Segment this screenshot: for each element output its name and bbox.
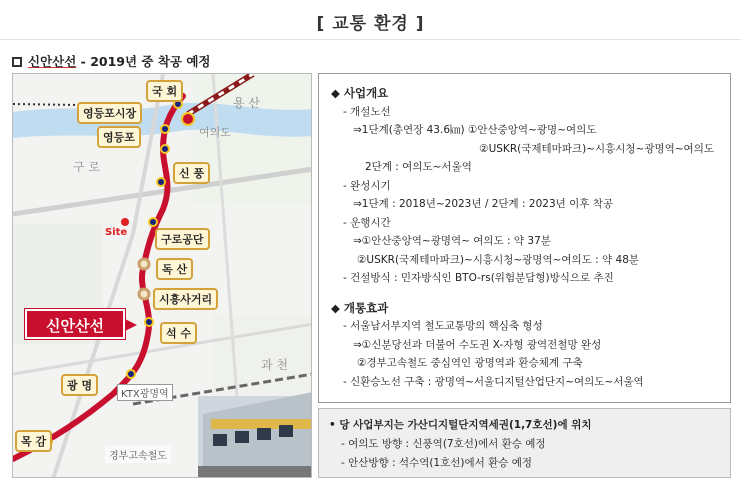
station-gukhoe: 국 회: [146, 80, 183, 102]
station-guro-digital: 구로공단: [155, 228, 210, 250]
square-bullet-icon: [12, 57, 22, 67]
summary-line-2: - 여의도 방향 : 신풍역(7호선)에서 환승 예정: [341, 438, 546, 450]
phase2-route: 2단계 : 여의도~서울역: [365, 161, 472, 173]
station-siheung: 시흥사거리: [153, 288, 218, 310]
effects-line-3: ②경부고속철도 중심역인 광명역과 환승체계 구축: [357, 357, 583, 369]
station-seoksu: 석 수: [160, 322, 197, 344]
station-yeongdeungpo: 영등포: [97, 126, 141, 148]
area-label-gwacheon: 과 천: [261, 358, 288, 372]
area-label-yongsan: 용 산: [233, 96, 260, 110]
page-title: [ 교통 환경 ]: [316, 14, 425, 34]
ktx-label: KTX광명역: [117, 384, 173, 401]
station-yeongdeungpo-market: 영등포시장: [77, 102, 142, 124]
line-tag: 신안산선: [25, 309, 125, 339]
interval-b: ②USKR(국제테마파크)~시흥시청~광명역~여의도 : 약 48분: [357, 253, 640, 266]
header-bar: [0, 0, 741, 40]
route-label: - 개설노선: [343, 105, 391, 118]
area-label-guro: 구 로: [73, 160, 100, 174]
completion-text: ⇒1단계 : 2018년~2023년 / 2단계 : 2023년 이후 착공: [353, 198, 614, 210]
section-heading: [12, 52, 211, 70]
route-map: [12, 73, 312, 478]
section-subtitle: - 2019년 중 착공 예정: [76, 54, 211, 69]
station-mokgam: 목 감: [15, 430, 52, 452]
overview-panel: [318, 73, 731, 403]
gyeongbu-label: 경부고속철도: [105, 446, 171, 463]
line-name: 신안산선: [28, 54, 77, 69]
summary-panel: [318, 408, 731, 478]
construction-method: - 건설방식 : 민자방식인 BTO-rs(위험분담형)방식으로 추진: [343, 272, 614, 284]
phase1-route-a: ⇒1단계(총연장 43.6㎞) ①안산중앙역~광명~여의도: [353, 124, 597, 136]
train-illustration-icon: [198, 392, 312, 478]
overview-heading: ◆ 사업개요: [331, 86, 389, 100]
summary-line-1: • 당 사업부지는 가산디지털단지역세권(1,7호선)에 위치: [329, 419, 592, 431]
site-marker-icon: [121, 218, 129, 226]
summary-line-3: - 안산방향 : 석수역(1호선)에서 환승 예정: [341, 457, 533, 469]
effects-line-2: ⇒①신분당선과 더불어 수도권 X-자형 광역전철망 완성: [353, 338, 602, 351]
effects-heading: ◆ 개통효과: [331, 300, 389, 315]
interval-a: ⇒①안산중앙역~광명역~ 여의도 : 약 37분: [353, 235, 551, 247]
completion-label: - 완성시기: [343, 179, 391, 192]
effects-line-4: - 신환승노선 구축 : 광명역~서울디지털산업단지~여의도~서울역: [343, 375, 644, 388]
area-label-yeouido: 여의도: [199, 126, 231, 139]
effects-line-1: - 서울남서부지역 철도교통망의 핵심축 형성: [343, 320, 543, 332]
site-label: Site: [105, 227, 128, 238]
interval-label: - 운행시간: [343, 216, 391, 229]
station-gwangmyeong: 광 명: [61, 374, 98, 396]
station-singil: 신 풍: [173, 162, 210, 184]
station-doksan: 독 산: [156, 258, 193, 280]
phase1-route-b: ②USKR(국제테마파크)~시흥시청~광명역~여의도: [479, 142, 714, 155]
